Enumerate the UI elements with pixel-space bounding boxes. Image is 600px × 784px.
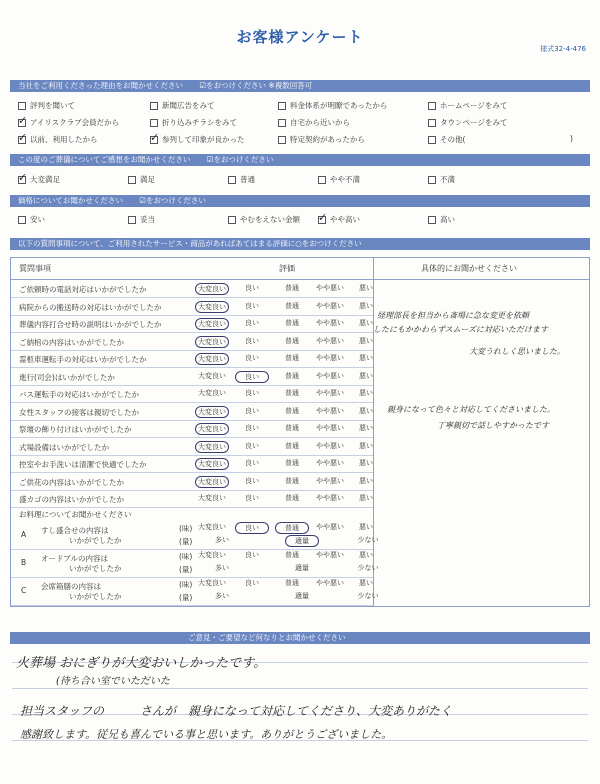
table-row	[11, 403, 371, 421]
question-label: 祭壇の飾り付けはいかがでしたか	[19, 425, 132, 434]
reason-option[interactable]	[18, 134, 98, 145]
food-question: いかがでしたか	[69, 592, 122, 601]
option-label: 特定契約があったから	[290, 135, 365, 144]
table-row	[11, 333, 371, 351]
reason-option[interactable]	[278, 134, 365, 145]
rating-option[interactable]: 悪い	[359, 354, 373, 362]
amount-rating[interactable]: 適量	[295, 564, 309, 572]
survey-heading: 以下の質問事項について、ご利用されたサービス・商品があればあてはまる評価に○をおつけください	[18, 239, 362, 248]
taste-rating[interactable]: 良い	[245, 579, 259, 587]
checkbox[interactable]	[228, 216, 236, 224]
rating-option[interactable]: 普通	[285, 354, 299, 362]
amount-label: (量)	[179, 593, 193, 602]
taste-rating[interactable]: 普通	[285, 551, 299, 559]
rating-option[interactable]: 普通	[285, 441, 299, 450]
rating-option[interactable]: 悪い	[359, 406, 373, 415]
table-row	[11, 315, 371, 333]
reason-option[interactable]	[18, 100, 75, 111]
table-row	[11, 298, 371, 316]
rating-option[interactable]: 悪い	[359, 476, 373, 485]
price-option[interactable]	[228, 214, 300, 225]
option-label: やむをえない金額	[240, 215, 300, 224]
price-note: ☑をおつけください	[139, 196, 206, 205]
detail-note: したにもかかわらずスムーズに対応いただけます	[373, 325, 548, 334]
table-row	[11, 490, 371, 508]
checkbox[interactable]	[278, 136, 286, 144]
question-label: ご依頼時の電話対応はいかがでしたか	[19, 285, 147, 294]
rating-option[interactable]: 普通	[285, 389, 299, 397]
rating-option[interactable]: 普通	[285, 319, 299, 327]
amount-rating[interactable]: 少ない	[357, 592, 379, 600]
col-detail: 具体的にお聞かせください	[421, 264, 517, 273]
question-label: ご納棺の内容はいかがでしたか	[19, 337, 124, 347]
question-label: 女性スタッフの接客は親切でしたか	[19, 407, 139, 417]
taste-rating[interactable]: やや悪い	[316, 551, 344, 559]
comment-line-text: 担当スタッフの さんが 親身になって対応してくださり、大変ありがたく	[20, 704, 453, 718]
option-label: 新聞広告をみて	[162, 101, 215, 110]
price-option[interactable]	[318, 214, 360, 225]
impression-option[interactable]	[318, 174, 360, 185]
price-option[interactable]	[428, 214, 455, 225]
option-label: やや不満	[330, 175, 360, 184]
rating-option[interactable]: 悪い	[359, 441, 373, 450]
rating-option[interactable]: やや悪い	[316, 441, 344, 450]
rating-option[interactable]: 良い	[245, 476, 259, 485]
option-label: 妥当	[140, 215, 155, 224]
form-number: 様式32-4-476	[540, 45, 586, 53]
food-letter: A	[21, 530, 27, 539]
reason-option[interactable]	[428, 117, 507, 128]
question-label: バス運転手の対応はいかがでしたか	[19, 390, 139, 399]
option-label: やや高い	[330, 215, 360, 224]
checkbox[interactable]	[228, 176, 236, 184]
taste-rating[interactable]: 普通	[275, 522, 309, 534]
reason-option[interactable]	[150, 117, 237, 128]
question-label: 控室やお手洗いは清潔で快適でしたか	[19, 460, 147, 469]
rating-option[interactable]: 普通	[285, 459, 299, 467]
reason-heading: 当社をご利用くださった理由をお聞かせください	[18, 81, 183, 90]
comment-line-text: 火葬場 おにぎりが大変おいしかったです。	[16, 656, 267, 671]
taste-rating[interactable]: 大変良い	[198, 579, 226, 587]
checkbox[interactable]	[278, 102, 286, 110]
rating-option[interactable]: やや悪い	[316, 406, 344, 415]
reason-option[interactable]	[150, 100, 215, 111]
checkbox[interactable]	[18, 119, 26, 127]
taste-label: (味)	[179, 524, 193, 533]
amount-label: (量)	[179, 565, 193, 574]
amount-rating[interactable]: 適量	[285, 535, 319, 547]
option-label: ホームページをみて	[440, 101, 508, 110]
rating-option[interactable]: 良い	[245, 494, 259, 502]
reason-option[interactable]	[150, 134, 245, 145]
rating-option[interactable]: 大変良い	[195, 353, 229, 365]
taste-rating[interactable]: 悪い	[359, 551, 373, 559]
rating-option[interactable]: 大変良い	[195, 441, 229, 453]
col-rating: 評価	[279, 264, 295, 273]
checkbox[interactable]	[428, 176, 436, 184]
reason-option[interactable]	[428, 134, 465, 145]
rating-option[interactable]: 普通	[285, 371, 299, 380]
option-label: 高い	[440, 215, 455, 224]
amount-rating[interactable]: 多い	[215, 592, 229, 600]
checkbox[interactable]	[318, 216, 326, 224]
rating-option[interactable]: 良い	[245, 424, 259, 432]
question-label: 盛カゴの内容はいかがでしたか	[19, 495, 124, 504]
taste-rating[interactable]: 悪い	[359, 579, 373, 587]
impression-heading: この度のご葬儀についてご感想をお聞かせください	[18, 155, 191, 164]
checkbox[interactable]	[150, 119, 158, 127]
rating-option[interactable]: 大変良い	[195, 406, 229, 418]
rating-option[interactable]: やや悪い	[316, 389, 344, 397]
table-row	[11, 455, 371, 473]
checkbox[interactable]	[428, 136, 436, 144]
checkbox[interactable]	[428, 102, 436, 110]
rating-table	[10, 257, 590, 607]
rating-option[interactable]: 大変良い	[195, 476, 229, 488]
detail-note: 丁寧親切で話しやすかったです	[437, 421, 549, 430]
table-row	[11, 473, 371, 491]
question-label: 葬儀内容打合せ時の説明はいかがでしたか	[19, 320, 162, 329]
price-option[interactable]	[128, 214, 155, 225]
impression-note: ☑をおつけください	[206, 155, 274, 164]
rating-option[interactable]: 良い	[245, 441, 259, 450]
reason-option[interactable]	[428, 100, 507, 111]
rating-option[interactable]: 良い	[245, 336, 259, 345]
rating-option[interactable]: やや悪い	[316, 319, 344, 327]
rating-option[interactable]: 良い	[245, 354, 259, 362]
impression-option[interactable]	[128, 174, 155, 185]
option-label: 不満	[440, 175, 455, 184]
food-question: 会席箱膳の内容は	[41, 582, 101, 591]
comment-rule	[12, 688, 588, 689]
rating-option[interactable]: やや悪い	[316, 371, 344, 380]
taste-rating[interactable]: 大変良い	[198, 551, 226, 559]
rating-option[interactable]: 大変良い	[195, 301, 229, 313]
checkbox[interactable]	[278, 119, 286, 127]
detail-note: 大変うれしく思いました。	[469, 347, 565, 356]
impression-option[interactable]	[428, 174, 455, 185]
reason-note: ☑をおつけください ※複数回答可	[199, 81, 313, 90]
rating-option[interactable]: やや悪い	[316, 424, 344, 432]
comment-heading-band	[10, 632, 590, 644]
rating-option[interactable]: 普通	[285, 476, 299, 485]
food-question: いかがでしたか	[69, 536, 122, 545]
rating-option[interactable]: 大変良い	[195, 336, 229, 348]
checkbox[interactable]	[318, 176, 326, 184]
food-question: オードブルの内容は	[41, 554, 108, 563]
option-label: その他(	[440, 135, 466, 144]
rating-option[interactable]: 悪い	[359, 284, 373, 292]
option-label: 折り込みチラシをみて	[162, 118, 237, 127]
food-heading: お料理についてお聞かせください	[19, 510, 132, 519]
rating-option[interactable]: 普通	[285, 494, 299, 502]
rating-option[interactable]: 大変良い	[198, 389, 226, 397]
question-label: 病院からの搬送時の対応はいかがでしたか	[19, 302, 162, 312]
detail-note: 親身になって色々と対応してくださいました。	[387, 405, 555, 414]
rating-option[interactable]: 悪い	[359, 371, 373, 380]
rating-option[interactable]: やや悪い	[316, 459, 344, 467]
taste-label: (味)	[179, 580, 193, 589]
taste-rating[interactable]: 普通	[285, 579, 299, 587]
reason-option[interactable]	[278, 100, 387, 111]
option-label: 普通	[240, 175, 255, 184]
rating-option[interactable]: 良い	[245, 301, 259, 310]
taste-rating[interactable]: 良い	[245, 551, 259, 559]
option-label: 料金体系が明瞭であったから	[290, 101, 388, 110]
rating-option[interactable]: 普通	[285, 424, 299, 432]
comment-heading: ご意見・ご要望など何なりとお聞かせください	[188, 633, 346, 642]
checkbox[interactable]	[128, 176, 136, 184]
amount-rating[interactable]: 多い	[215, 564, 229, 572]
table-row	[11, 368, 371, 386]
rating-option[interactable]: やや悪い	[316, 336, 344, 345]
rating-option[interactable]: 悪い	[359, 336, 373, 345]
food-question: すし盛合せの内容は	[41, 526, 109, 535]
other-close-paren: )	[570, 134, 573, 143]
table-row	[11, 350, 371, 368]
taste-rating[interactable]: やや悪い	[316, 579, 344, 587]
table-header	[11, 258, 589, 280]
rating-option[interactable]: 悪い	[359, 424, 373, 432]
checkbox[interactable]	[150, 102, 158, 110]
option-label: 安い	[30, 215, 45, 224]
table-row	[11, 385, 371, 403]
rating-option[interactable]: 良い	[245, 459, 259, 467]
taste-label: (味)	[179, 552, 193, 561]
detail-note: 経理部長を担当から斎場に急な変更を依頼	[377, 311, 529, 320]
checkbox[interactable]	[150, 136, 158, 144]
rating-option[interactable]: 悪い	[359, 389, 373, 397]
option-label: 以前、利用したから	[30, 135, 98, 144]
price-heading-band	[10, 195, 590, 207]
food-letter: C	[21, 586, 27, 595]
impression-option[interactable]	[228, 174, 255, 185]
rating-option[interactable]: 大変良い	[195, 283, 229, 295]
comment-line-text: 感謝致します。従兄も喜んでいる事と思います。ありがとうございました。	[20, 728, 393, 741]
option-label: 大変満足	[30, 175, 60, 184]
food-divider	[11, 605, 373, 606]
survey-heading-band	[10, 238, 590, 250]
impression-option[interactable]	[18, 174, 60, 185]
amount-rating[interactable]: 多い	[215, 536, 229, 544]
taste-rating[interactable]: 良い	[235, 522, 269, 534]
checkbox[interactable]	[18, 176, 26, 184]
impression-heading-band	[10, 154, 590, 166]
reason-option[interactable]	[18, 117, 119, 128]
reason-heading-band	[10, 80, 590, 92]
rating-option[interactable]: やや悪い	[316, 301, 344, 310]
rating-option[interactable]: 大変良い	[198, 371, 226, 380]
page-title: お客様アンケート	[236, 28, 364, 46]
option-label: 自宅から近いから	[290, 118, 350, 127]
question-label: 霊柩車運転手の対応はいかがでしたか	[19, 355, 147, 364]
rating-option[interactable]: やや悪い	[316, 284, 344, 292]
comment-line-text: (待ち合い室でいただいた	[56, 676, 170, 687]
table-row	[11, 280, 371, 298]
rating-option[interactable]: 大変良い	[198, 494, 226, 502]
checkbox[interactable]	[18, 216, 26, 224]
rating-option[interactable]: 普通	[285, 336, 299, 345]
taste-rating[interactable]: 大変良い	[198, 523, 226, 531]
rating-option[interactable]: 普通	[285, 284, 299, 292]
rating-option[interactable]: 大変良い	[195, 423, 229, 435]
rating-option[interactable]: 悪い	[359, 459, 373, 467]
question-label: 進行(司会)はいかがでしたか	[19, 372, 115, 382]
rating-option[interactable]: やや悪い	[316, 494, 344, 502]
food-question: いかがでしたか	[69, 564, 122, 573]
rating-option[interactable]: やや悪い	[316, 476, 344, 485]
option-label: 満足	[140, 175, 155, 184]
checkbox[interactable]	[428, 119, 436, 127]
rating-option[interactable]: 大変良い	[195, 458, 229, 470]
checkbox[interactable]	[18, 136, 26, 144]
question-label: ご供花の内容はいかがでしたか	[19, 477, 124, 487]
taste-rating[interactable]: 悪い	[359, 523, 373, 531]
rating-option[interactable]: 悪い	[359, 494, 373, 502]
amount-rating[interactable]: 少ない	[357, 564, 379, 572]
row-divider	[11, 507, 373, 508]
checkbox[interactable]	[18, 102, 26, 110]
price-heading: 価格についてお聞かせください	[18, 196, 123, 205]
option-label: 評判を聞いて	[30, 101, 75, 110]
amount-label: (量)	[179, 537, 193, 546]
question-label: 式場設備はいかがでしたか	[19, 442, 109, 452]
rating-option[interactable]: 大変良い	[195, 318, 229, 330]
option-label: タウンページをみて	[440, 118, 508, 127]
price-option[interactable]	[18, 214, 45, 225]
rating-option[interactable]: 悪い	[359, 301, 373, 310]
checkbox[interactable]	[128, 216, 136, 224]
checkbox[interactable]	[428, 216, 436, 224]
rating-option[interactable]: 悪い	[359, 319, 373, 327]
food-letter: B	[21, 558, 27, 567]
amount-rating[interactable]: 少ない	[357, 536, 379, 544]
rating-option[interactable]: 良い	[245, 319, 259, 327]
rating-option[interactable]: 良い	[235, 371, 269, 383]
col-question: 質問事項	[19, 264, 51, 273]
rating-option[interactable]: 良い	[245, 406, 259, 415]
table-row	[11, 420, 371, 438]
taste-rating[interactable]: やや悪い	[316, 523, 344, 531]
rating-option[interactable]: 良い	[245, 284, 259, 292]
rating-option[interactable]: 普通	[285, 406, 299, 415]
option-label: アイリスクラブ会員だから	[30, 118, 120, 127]
amount-rating[interactable]: 適量	[295, 592, 309, 600]
rating-option[interactable]: 良い	[245, 389, 259, 397]
reason-option[interactable]	[278, 117, 350, 128]
option-label: 参列して印象が良かった	[162, 135, 245, 144]
rating-option[interactable]: やや悪い	[316, 354, 344, 362]
table-row	[11, 438, 371, 456]
rating-option[interactable]: 普通	[285, 301, 299, 310]
